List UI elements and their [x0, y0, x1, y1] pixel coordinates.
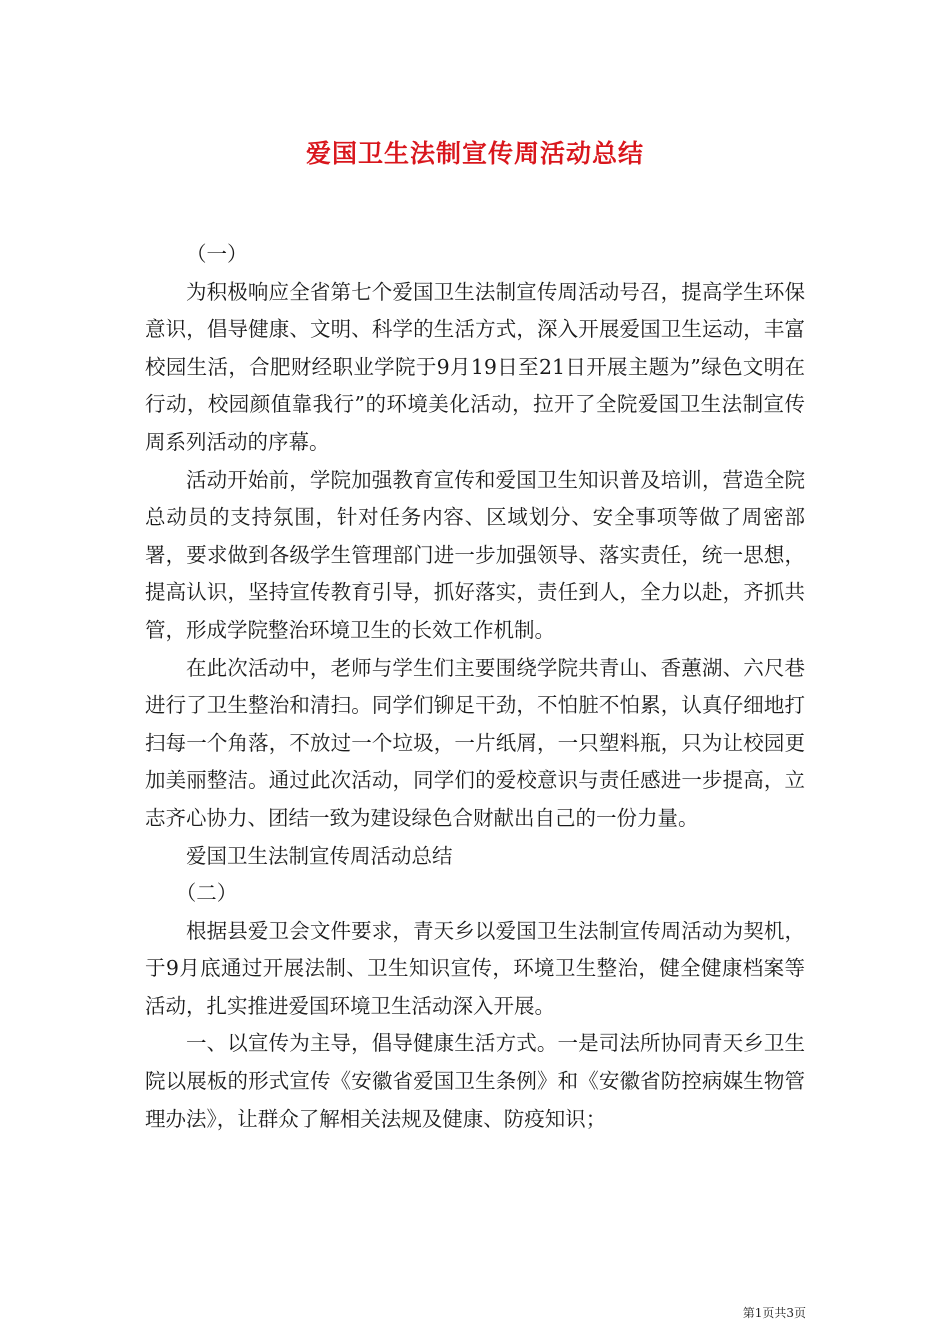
document-title: 爱国卫生法制宣传周活动总结 — [305, 139, 644, 168]
paragraph: 为积极响应全省第七个爱国卫生法制宣传周活动号召，提高学生环保意识，倡导健康、文明、科学的生活方式，深入开展爱国卫生运动，丰富校园生活，合肥财经职业学院于9月19日至21日开展主题为”绿色文明在行动，校园颜值靠我行”的环境美化活动，拉开了全院爱国卫生法制宣传周系列活动的序幕。 — [145, 279, 805, 454]
paragraph: 一、以宣传为主导，倡导健康生活方式。一是司法所协同青天乡卫生院以展板的形式宣传《安徽省爱国卫生条例》和《安徽省防控病媒生物管理办法》，让群众了解相关法规及健康、防疫知识； — [145, 1031, 805, 1131]
repeat-title: 爱国卫生法制宣传周活动总结 — [186, 843, 453, 868]
document-body — [145, 236, 805, 1138]
paragraph: 活动开始前，学院加强教育宣传和爱国卫生知识普及培训，营造全院总动员的支持氛围，针对任务内容、区域划分、安全事项等做了周密部署，要求做到各级学生管理部门进一步加强领导、落实责任，统一思想，提高认识，坚持宣传教育引导，抓好落实，责任到人，全力以赴，齐抓共管，形成学院整治环境卫生的长效工作机制。 — [145, 467, 805, 642]
section-two-label: （二） — [175, 881, 238, 906]
page-indicator: 第1页共3页 — [742, 1306, 806, 1320]
section-one-label: （一） — [186, 242, 248, 266]
paragraph: 在此次活动中，老师与学生们主要围绕学院共青山、香蕙湖、六尺巷进行了卫生整治和清扫。同学们铆足干劲，不怕脏不怕累，认真仔细地打扫每一个角落，不放过一个垃圾，一片纸屑，一只塑料瓶，只为让校园更加美丽整洁。通过此次活动，同学们的爱校意识与责任感进一步提高，立志齐心协力、团结一致为建设绿色合财献出自己的一份力量。 — [145, 655, 805, 830]
paragraph: 根据县爱卫会文件要求，青天乡以爱国卫生法制宣传周活动为契机，于9月底通过开展法制、卫生知识宣传，环境卫生整治，健全健康档案等活动，扎实推进爱国环境卫生活动深入开展。 — [145, 918, 805, 1018]
